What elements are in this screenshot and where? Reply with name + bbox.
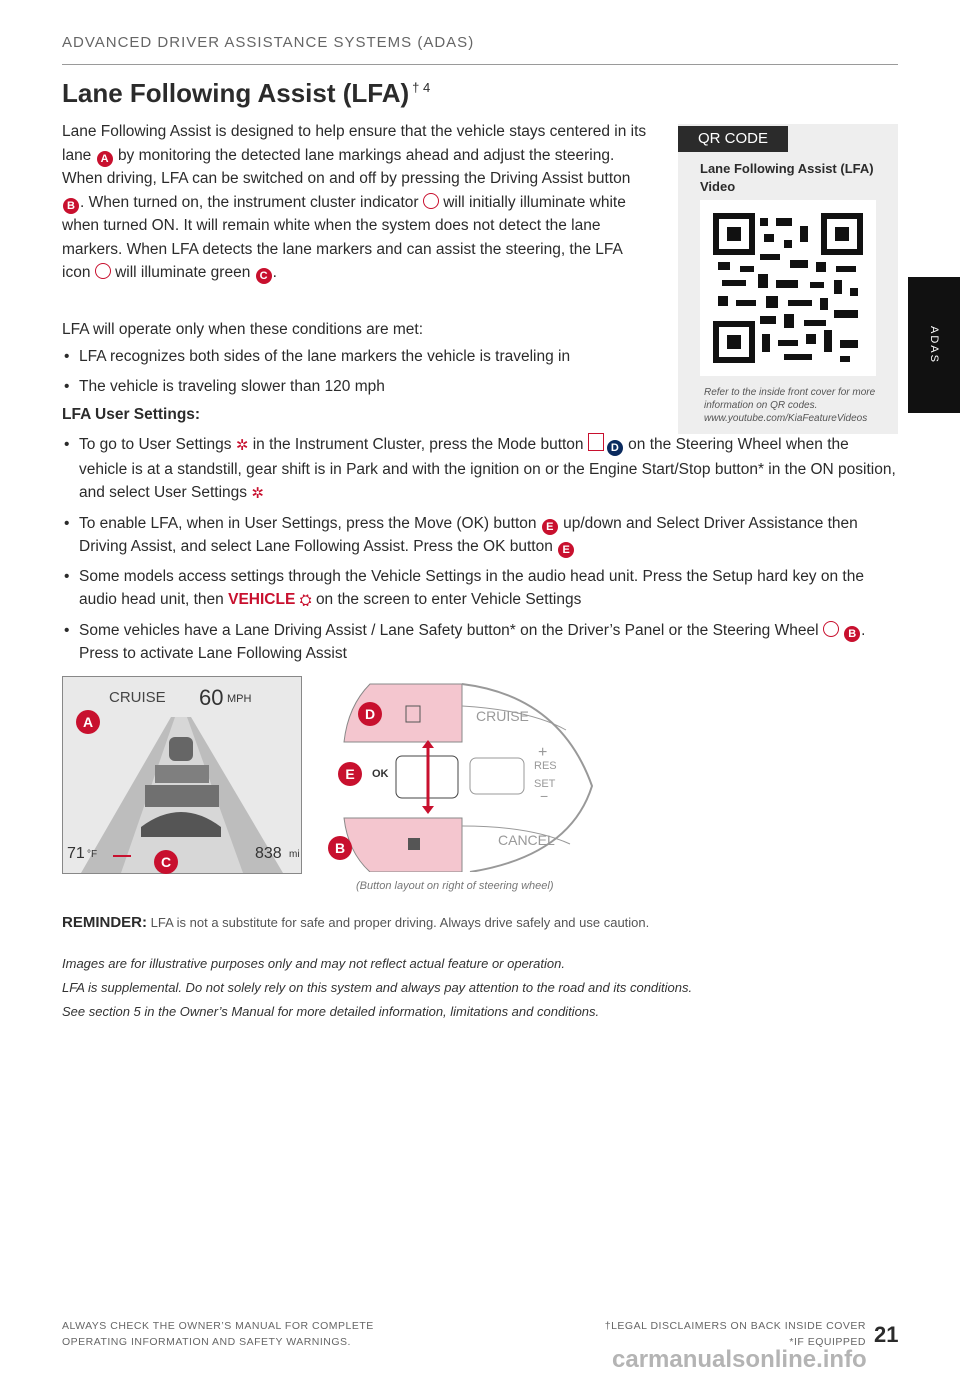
footer-left-line: ALWAYS CHECK THE OWNER’S MANUAL FOR COMPLETE xyxy=(62,1320,374,1332)
figure-caption: (Button layout on right of steering wheel) xyxy=(356,880,554,892)
reminder xyxy=(62,914,649,931)
list-item xyxy=(62,619,897,666)
mode-button-icon xyxy=(588,433,604,451)
page-number: 21 xyxy=(874,1322,899,1347)
cluster-cruise: CRUISE xyxy=(109,689,166,706)
side-tab xyxy=(908,277,960,413)
section-header: ADVANCED DRIVER ASSISTANCE SYSTEMS (ADAS) xyxy=(62,34,475,51)
cluster-odo-unit: mi xyxy=(289,849,300,860)
gear-icon: ✲ xyxy=(251,485,264,502)
callout-c: C xyxy=(154,850,178,874)
title-superscript: † 4 xyxy=(412,80,431,96)
reminder-text: LFA is not a substitute for safe and proper driving. Always drive safely and use caution. xyxy=(150,915,650,930)
intro-text-1: Lane Following Assist is designed to help ensure that the vehicle stays centered in its lane xyxy=(62,123,647,164)
wheel-res-label: RES xyxy=(534,760,557,772)
conditions-list xyxy=(62,345,662,404)
callout-a-inline: A xyxy=(97,151,113,167)
cluster-speed: 60 xyxy=(199,685,224,710)
settings-heading: LFA User Settings: xyxy=(62,406,201,423)
lfa-indicator-icon xyxy=(423,193,439,209)
list-item xyxy=(62,433,897,506)
qr-note: Refer to the inside front cover for more information on QR codes. www.youtube.com/KiaFeatureVideos xyxy=(704,387,876,424)
settings-text: Some models access settings through the Vehicle Settings in the audio head unit. Press the Setup hard key on the audio head unit, then xyxy=(79,567,864,608)
wheel-minus: − xyxy=(540,788,549,804)
callout-b-inline: B xyxy=(63,198,79,214)
callout-d: D xyxy=(358,702,382,726)
qr-title: Lane Following Assist (LFA) Video xyxy=(700,161,874,194)
note-line: See section 5 in the Owner’s Manual for more detailed information, limitations and conditions. xyxy=(62,1004,600,1019)
wheel-set-label: SET xyxy=(534,778,556,790)
wheel-ok-label: OK xyxy=(372,768,389,780)
callout-e-inline: E xyxy=(542,519,558,535)
settings-text: To enable LFA, when in User Settings, press the Move (OK) button xyxy=(79,514,537,532)
conditions-lead: LFA will operate only when these conditions are met: xyxy=(62,321,424,338)
intro-text-6: . xyxy=(272,264,277,281)
callout-b: B xyxy=(328,836,352,860)
page-title-text: Lane Following Assist (LFA) xyxy=(62,78,410,108)
list-item xyxy=(62,512,897,559)
note-line: LFA is supplemental. Do not solely rely on this system and always pay attention to the road and its conditions. xyxy=(62,980,693,995)
cluster-temp: 71 xyxy=(67,845,85,862)
note-line: Images are for illustrative purposes only and may not reflect actual feature or operation. xyxy=(62,956,565,971)
cluster-odo: 838 xyxy=(255,845,282,862)
cluster-temp-unit: °F xyxy=(87,849,98,860)
vehicle-label: VEHICLE xyxy=(228,591,296,608)
callout-b-inline: B xyxy=(844,626,860,642)
settings-text: up/down and Select Driver Assistance then Driving Assist, and select Lane Following Assist. Press the OK button xyxy=(79,514,858,555)
footer-left xyxy=(62,1318,374,1350)
footer-right-line: †LEGAL DISCLAIMERS ON BACK INSIDE COVER xyxy=(604,1320,866,1332)
settings-text: in the Instrument Cluster, press the Mode button xyxy=(252,436,584,453)
page-title xyxy=(62,78,430,109)
callout-e: E xyxy=(338,762,362,786)
cluster-figure xyxy=(62,676,302,874)
qr-code-image[interactable] xyxy=(700,200,876,376)
qr-tag: QR CODE xyxy=(678,126,788,152)
vehicle-settings-icon: ⛭ xyxy=(299,592,312,609)
callout-e-inline: E xyxy=(558,542,574,558)
wheel-cancel-label: CANCEL xyxy=(498,832,555,848)
header-divider xyxy=(62,64,898,65)
list-item xyxy=(62,565,897,613)
intro-text-3: . When turned on, the instrument cluster indicator xyxy=(80,193,419,211)
callout-c-inline: C xyxy=(256,268,272,284)
watermark: carmanualsonline.info xyxy=(612,1346,867,1373)
footer-right-line: *IF EQUIPPED xyxy=(789,1336,866,1348)
notes xyxy=(62,952,692,1024)
wheel-cruise-label: CRUISE xyxy=(476,708,529,724)
reminder-label: REMINDER: xyxy=(62,914,147,931)
intro-paragraph xyxy=(62,120,652,285)
cluster-speed-unit: MPH xyxy=(227,693,252,705)
settings-text: on the Steering Wheel when the vehicle is at a standstill, gear shift is in Park and with the ignition on or the Engine Start/Stop button* in the ON position, and select User Settings xyxy=(79,436,896,501)
wheel-plus: + xyxy=(538,744,548,761)
list-item: • The vehicle is traveling slower than 120 mph xyxy=(62,375,662,399)
callout-d-inline: D xyxy=(607,440,623,456)
settings-text: on the screen to enter Vehicle Settings xyxy=(315,591,582,608)
settings-text: . Press to activate Lane Following Assist xyxy=(79,621,866,662)
settings-text: Some vehicles have a Lane Driving Assist / Lane Safety button* on the Driver’s Panel or the Steering Wheel xyxy=(79,621,819,639)
settings-text: To go to User Settings xyxy=(79,436,232,453)
settings-list xyxy=(62,433,897,672)
intro-text-4: will initially illuminate white when turned ON. It will remain white when the system does not detect the lane markers. When LFA detects the lane markers and can assist the steering, the LFA icon xyxy=(62,193,626,281)
side-tab-label: ADAS xyxy=(928,326,940,364)
gear-icon: ✲ xyxy=(235,437,249,454)
intro-text-5: will illuminate green xyxy=(115,264,251,281)
lfa-cluster-icon xyxy=(113,843,131,857)
list-item: • LFA recognizes both sides of the lane markers the vehicle is traveling in xyxy=(62,345,662,369)
footer-left-line: OPERATING INFORMATION AND SAFETY WARNINGS. xyxy=(62,1336,351,1348)
callout-a: A xyxy=(76,710,100,734)
intro-text-2: by monitoring the detected lane markings ahead and adjust the steering. When driving, LFA can be switched on and off by pressing the Driving Assist button xyxy=(62,146,631,187)
lfa-icon xyxy=(95,263,111,279)
lane-safety-icon xyxy=(823,621,839,637)
